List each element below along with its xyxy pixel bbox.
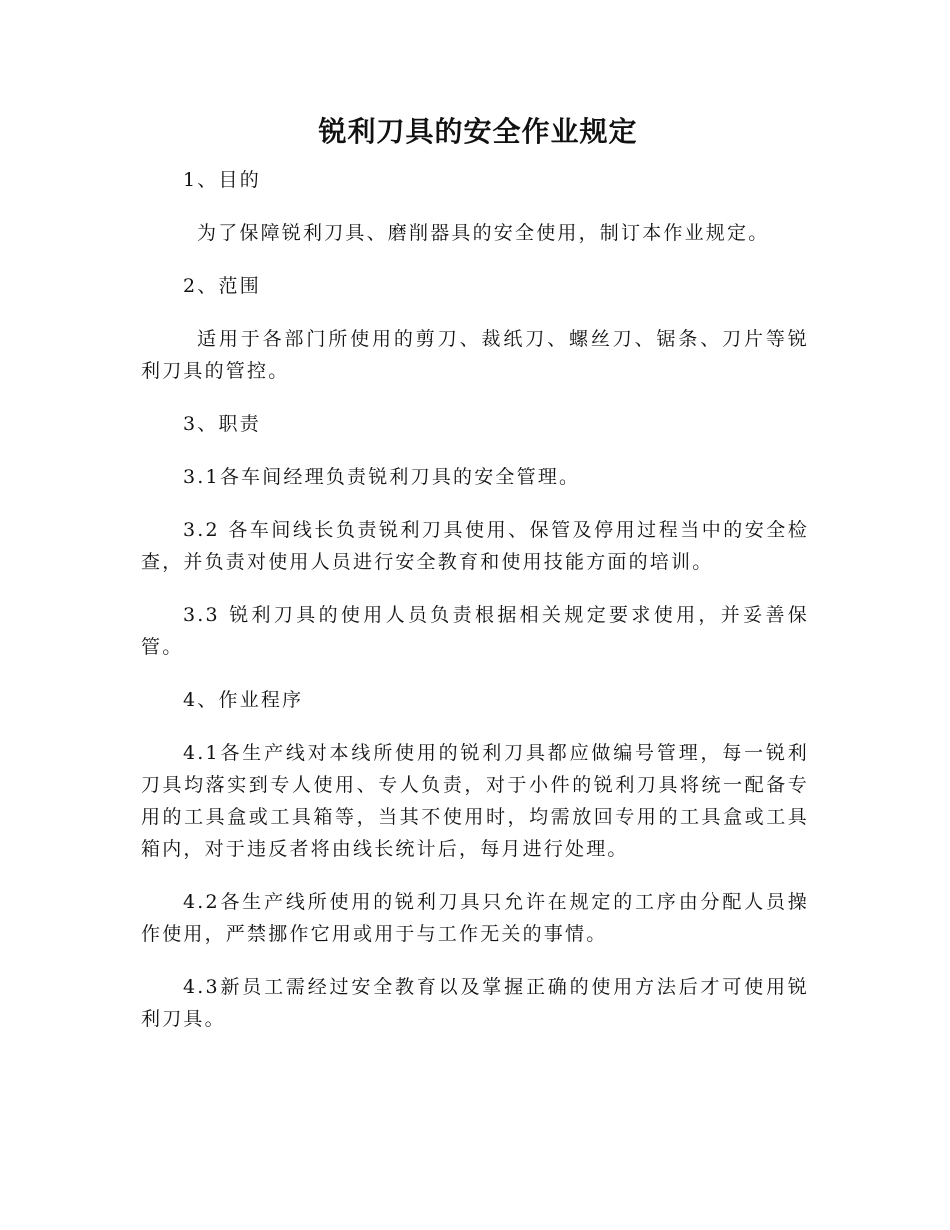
scope-text: 适用于各部门所使用的剪刀、裁纸刀、螺丝刀、锯条、刀片等锐利刀具的管控。: [141, 328, 809, 382]
procedure-4-2: 4.2各生产线所使用的锐利刀具只允许在规定的工序由分配人员操作使用，严禁挪作它用或用于与工作无关的事情。: [141, 891, 809, 945]
section-heading-responsibilities: 3、职责: [183, 413, 261, 435]
document-title: 锐利刀具的安全作业规定: [318, 115, 638, 148]
responsibility-3-2: 3.2 各车间线长负责锐利刀具使用、保管及停用过程当中的安全检查，并负责对使用人员进行安全教育和使用技能方面的培训。: [141, 519, 809, 573]
section-heading-scope: 2、范围: [183, 275, 261, 297]
document-body: [141, 112, 809, 1056]
procedure-4-1: 4.1各生产线对本线所使用的锐利刀具都应做编号管理，每一锐利刀具均落实到专人使用、专人负责，对于小件的锐利刀具将统一配备专用的工具盒或工具箱等，当其不使用时，均需放回专用的工具盒或工具箱内，对于违反者将由线长统计后，每月进行处理。: [141, 742, 809, 860]
procedure-4-3: 4.3新员工需经过安全教育以及掌握正确的使用方法后才可使用锐利刀具。: [141, 976, 809, 1030]
purpose-text: 为了保障锐利刀具、磨削器具的安全使用，制订本作业规定。: [197, 222, 770, 244]
responsibility-3-3: 3.3 锐利刀具的使用人员负责根据相关规定要求使用，并妥善保管。: [141, 604, 809, 658]
section-heading-purpose: 1、目的: [183, 169, 261, 191]
section-heading-procedure: 4、作业程序: [183, 689, 304, 711]
responsibility-3-1: 3.1各车间经理负责锐利刀具的安全管理。: [183, 466, 581, 488]
